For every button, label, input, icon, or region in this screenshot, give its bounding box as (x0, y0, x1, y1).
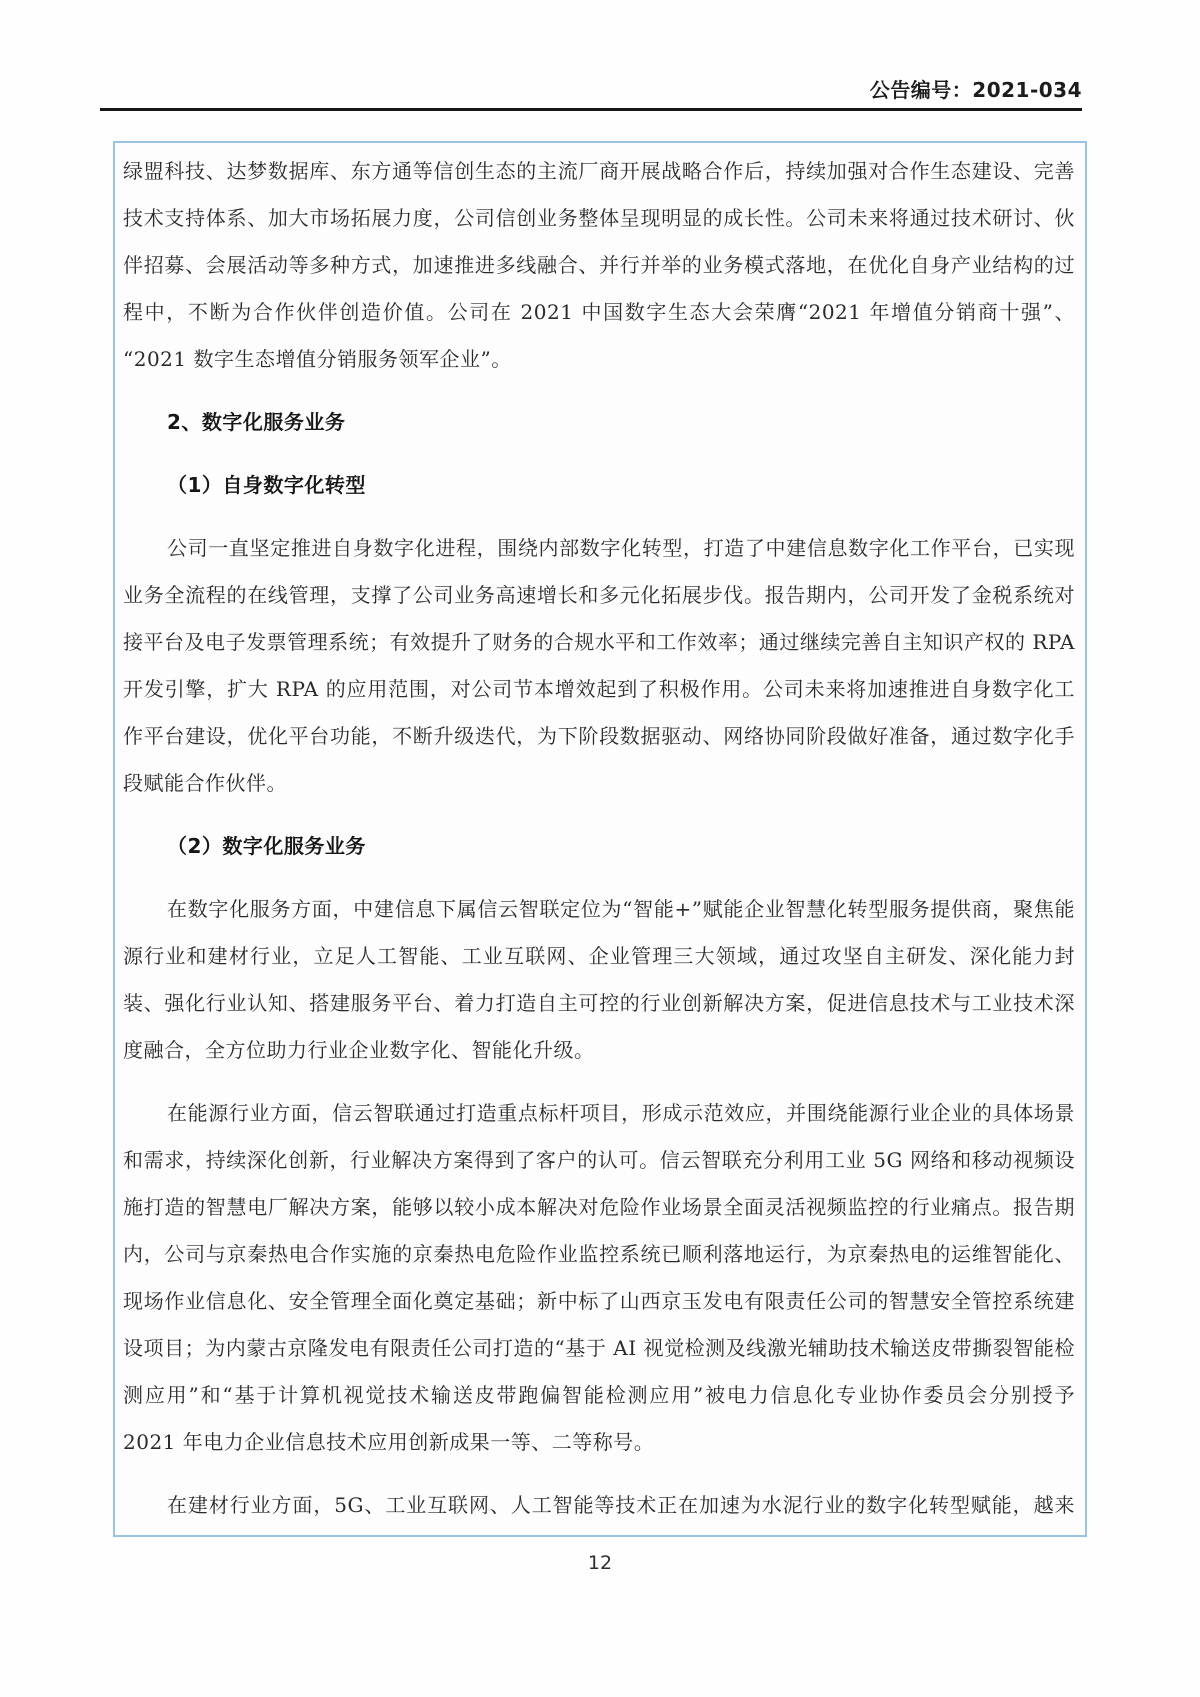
paragraph-building-materials-industry: 在建材行业方面，5G、工业互联网、人工智能等技术正在加速为水泥行业的数字化转型赋能，越来 (167, 1493, 1075, 1517)
announcement-number: 公告编号：2021-034 (869, 78, 1082, 102)
subsection-heading-digital-service-business: （2）数字化服务业务 (167, 834, 366, 858)
paragraph-xinchuang-ecosystem: 绿盟科技、达梦数据库、东方通等信创生态的主流厂商开展战略合作后，持续加强对合作生态建设、完善技术支持体系、加大市场拓展力度，公司信创业务整体呈现明显的成长性。公司未来将通过技术研讨、伙伴招募、会展活动等多种方式，加速推进多线融合、并行并举的业务模式落地，在优化自身产业结构的过程中，不断为合作伙伴创造价值。公司在 2021 中国数字生态大会荣膺“2021 年增值分销商十强”、“2021 数字生态增值分销服务领军企业”。 (123, 159, 1075, 371)
paragraph-energy-industry: 在能源行业方面，信云智联通过打造重点标杆项目，形成示范效应，并围绕能源行业企业的具体场景和需求，持续深化创新，行业解决方案得到了客户的认可。信云智联充分利用工业 5G 网络和移动视频设施打造的智慧电厂解决方案，能够以较小成本解决对危险作业场景全面灵活视频监控的行业痛点。报告期内，公司与京秦热电合作实施的京秦热电危险作业监控系统已顺利落地运行，为京秦热电的运维智能化、现场作业信息化、安全管理全面化奠定基础；新中标了山西京玉发电有限责任公司的智慧安全管控系统建设项目；为内蒙古京隆发电有限责任公司打造的“基于 AI 视觉检测及线激光辅助技术输送皮带撕裂智能检测应用”和“基于计算机视觉技术输送皮带跑偏智能检测应用”被电力信息化专业协作委员会分别授予 2021 年电力企业信息技术应用创新成果一等、二等称号。 (123, 1101, 1075, 1454)
header-rule (100, 108, 1082, 111)
page-number: 12 (587, 1552, 613, 1574)
section-heading-digital-services: 2、数字化服务业务 (167, 410, 346, 434)
paragraph-self-digitalization: 公司一直坚定推进自身数字化进程，围绕内部数字化转型，打造了中建信息数字化工作平台，已实现业务全流程的在线管理，支撑了公司业务高速增长和多元化拓展步伐。报告期内，公司开发了金税系统对接平台及电子发票管理系统；有效提升了财务的合规水平和工作效率；通过继续完善自主知识产权的 RPA 开发引擎，扩大 RPA 的应用范围，对公司节本增效起到了积极作用。公司未来将加速推进自身数字化工作平台建设，优化平台功能，不断升级迭代，为下阶段数据驱动、网络协同阶段做好准备，通过数字化手段赋能合作伙伴。 (123, 536, 1075, 795)
content-border-box (113, 141, 1087, 1537)
paragraph-xinyun-zhilian-positioning: 在数字化服务方面，中建信息下属信云智联定位为“智能+”赋能企业智慧化转型服务提供商，聚焦能源行业和建材行业，立足人工智能、工业互联网、企业管理三大领域，通过攻坚自主研发、深化能力封装、强化行业认知、搭建服务平台、着力打造自主可控的行业创新解决方案，促进信息技术与工业技术深度融合，全方位助力行业企业数字化、智能化升级。 (123, 897, 1075, 1062)
subsection-heading-self-digital-transformation: （1）自身数字化转型 (167, 473, 366, 497)
page-footer (100, 1552, 1100, 1574)
page-header (100, 74, 1082, 103)
